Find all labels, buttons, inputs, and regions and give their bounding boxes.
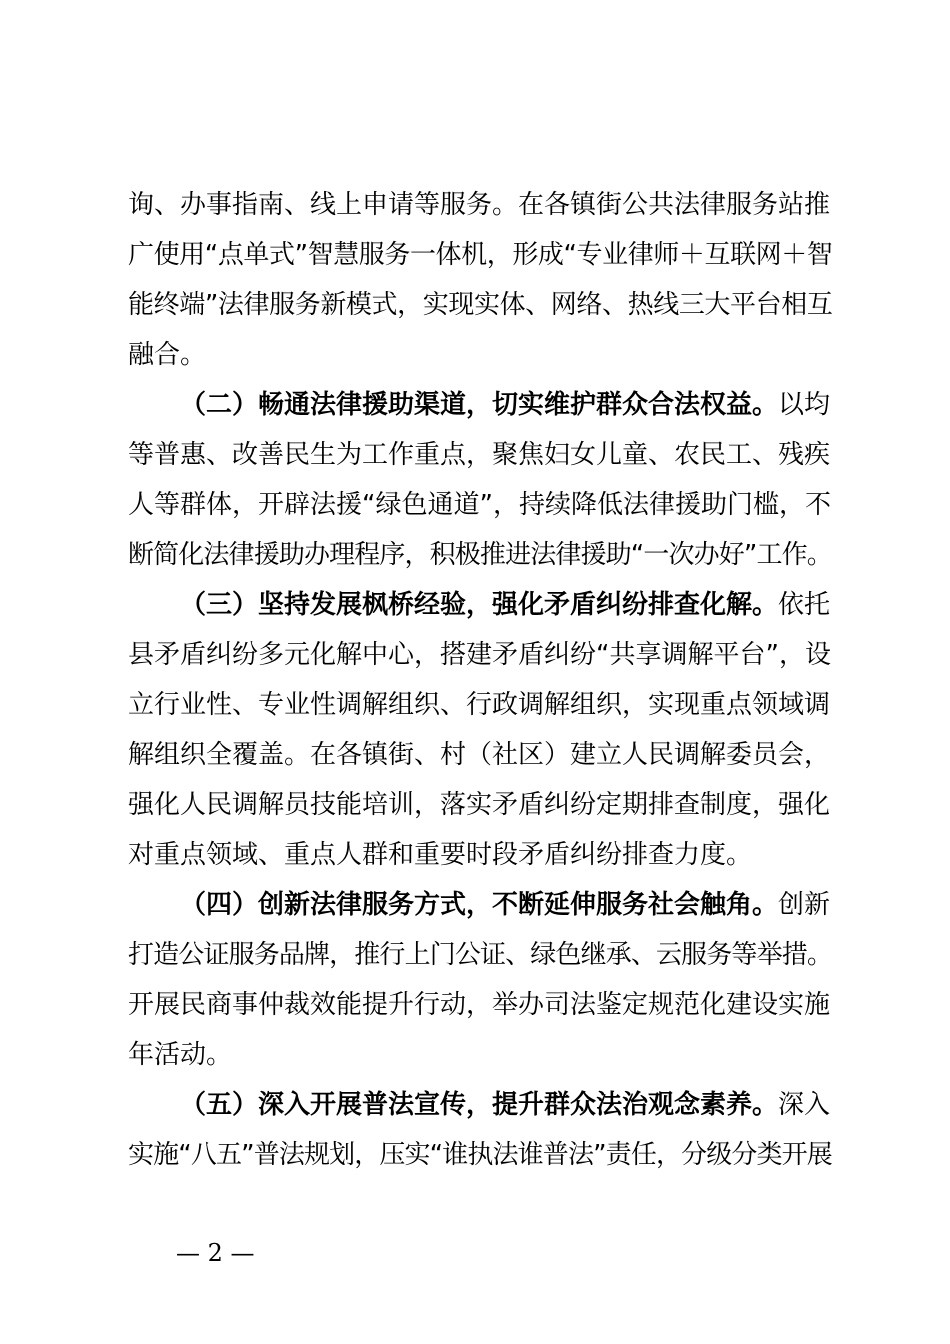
body-text: 以均 — [778, 390, 831, 420]
body-text-line: 解组织全覆盖。在各镇街、村（社区）建立人民调解委员会， — [128, 740, 831, 770]
body-text-line: 县矛盾纠纷多元化解中心，搭建矛盾纠纷“共享调解平台”，设 — [128, 640, 831, 670]
body-text-line: 打造公证服务品牌，推行上门公证、绿色继承、云服务等举措。 — [128, 940, 832, 970]
body-text-line: 融合。 — [128, 340, 207, 370]
body-text-line: 对重点领域、重点人群和重要时段矛盾纠纷排查力度。 — [128, 840, 753, 870]
body-text-line: 实施“八五”普法规划，压实“谁执法谁普法”责任，分级分类开展 — [128, 1140, 832, 1170]
body-text-line: 断简化法律援助办理程序，积极推进法律援助“一次办好”工作。 — [128, 540, 832, 570]
body-text: 依托 — [778, 590, 831, 620]
body-text-line: 强化人民调解员技能培训，落实矛盾纠纷定期排查制度，强化 — [128, 790, 831, 820]
section-heading: （四）创新法律服务方式，不断延伸服务社会触角。 — [180, 890, 779, 920]
body-text-line: 广使用“点单式”智慧服务一体机，形成“专业律师＋互联网＋智 — [128, 240, 832, 270]
section-heading-line — [180, 588, 832, 622]
page-number: — 2 — — [176, 1239, 255, 1267]
body-text-line: 询、办事指南、线上申请等服务。在各镇街公共法律服务站推 — [128, 190, 831, 220]
section-heading-line — [180, 888, 832, 922]
body-text-line: 等普惠、改善民生为工作重点，聚焦妇女儿童、农民工、残疾 — [128, 440, 831, 470]
section-heading-line — [180, 1088, 832, 1122]
section-heading: （三）坚持发展枫桥经验，强化矛盾纠纷排查化解。 — [180, 590, 779, 620]
body-text-line: 立行业性、专业性调解组织、行政调解组织，实现重点领域调 — [128, 690, 831, 720]
body-text: 深入 — [778, 1090, 831, 1120]
body-text: 创新 — [778, 890, 831, 920]
body-text-line: 人等群体，开辟法援“绿色通道”，持续降低法律援助门槛，不 — [128, 490, 831, 520]
section-heading: （五）深入开展普法宣传，提升群众法治观念素养。 — [180, 1090, 779, 1120]
section-heading-line — [180, 388, 832, 422]
body-text-line: 开展民商事仲裁效能提升行动，举办司法鉴定规范化建设实施 — [128, 990, 831, 1020]
section-heading: （二）畅通法律援助渠道，切实维护群众合法权益。 — [180, 390, 779, 420]
body-text-line: 年活动。 — [128, 1040, 233, 1070]
body-text-line: 能终端”法律服务新模式，实现实体、网络、热线三大平台相互 — [128, 290, 832, 320]
